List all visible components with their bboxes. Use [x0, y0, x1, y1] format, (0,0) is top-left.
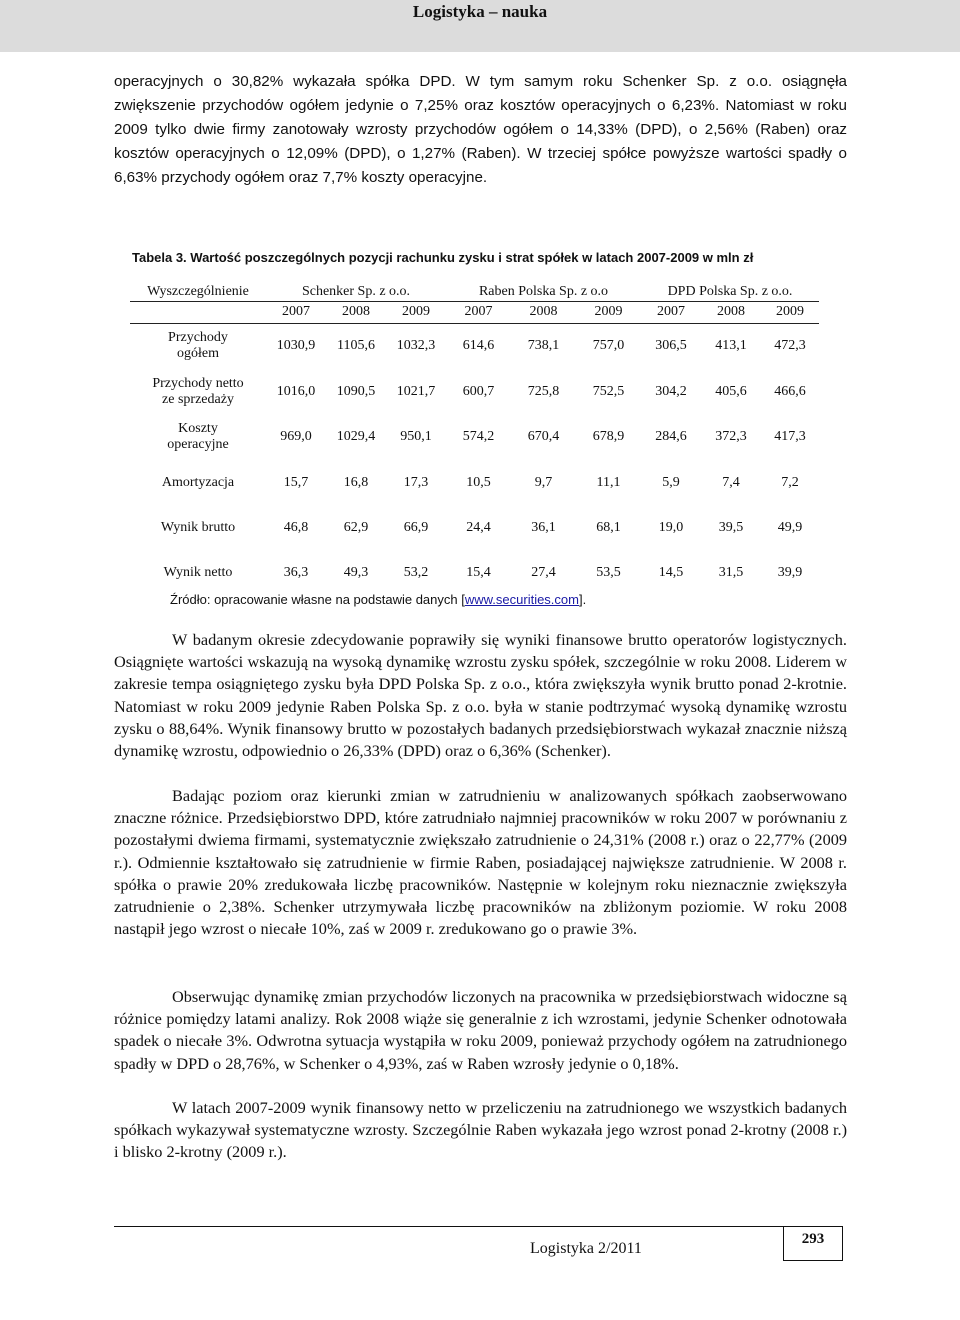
- cell: 7,4: [722, 474, 740, 490]
- cell: 17,3: [403, 474, 429, 490]
- table-corner-header: Wyszczególnienie: [147, 283, 249, 299]
- cell: 7,2: [781, 474, 799, 490]
- running-header: [0, 0, 960, 52]
- cell: 574,2: [462, 429, 495, 444]
- cell: 678,9: [592, 429, 625, 444]
- cell: 46,8: [283, 519, 309, 535]
- table-caption: Tabela 3. Wartość poszczególnych pozycji rachunku zysku i strat spółek w latach 2007-2009 w mln zł: [132, 250, 754, 265]
- cell: 950,1: [400, 429, 432, 444]
- paragraph-top: operacyjnych o 30,82% wykazała spółka DPD. W tym samym roku Schenker Sp. z o.o. osiągnęła zwiększenie przychodów ogółem jedynie o 7,25% oraz kosztów operacyjnych o 6,23%. Natomiast w roku 2009 tylko dwie firmy zanotowały wzrosty przychodów ogółem o 14,33% (DPD), o 2,56% (Raben) oraz kosztów operacyjnych o 12,09% (DPD), o 1,27% (Raben). W trzeciej spółce powyższe wartości spadły o 6,63% przychody ogółem oraz 7,7% koszty operacyjne.: [114, 73, 847, 186]
- cell: 15,7: [283, 474, 309, 490]
- company-header: Schenker Sp. z o.o.: [301, 283, 411, 299]
- company-header: DPD Polska Sp. z o.o.: [667, 283, 793, 299]
- year-header: 2008: [511, 301, 576, 323]
- cell: 19,0: [658, 519, 684, 535]
- table-row: [130, 414, 819, 460]
- row-label: Przychody ogółem: [130, 323, 266, 369]
- cell: 969,0: [280, 429, 312, 444]
- year-header: 2008: [701, 301, 761, 323]
- table-row: [130, 550, 819, 596]
- year-header: 2009: [761, 301, 819, 323]
- table-row: [130, 369, 819, 414]
- row-label: Wynik brutto: [160, 519, 236, 535]
- cell: 27,4: [531, 565, 556, 580]
- year-header: 2009: [576, 301, 641, 323]
- cell: 11,1: [596, 474, 621, 490]
- cell: 53,2: [403, 565, 429, 580]
- row-label: Przychody netto ze sprzedaży: [152, 375, 244, 407]
- cell: 36,3: [283, 565, 309, 580]
- year-header: 2007: [446, 301, 511, 323]
- year-header: 2008: [326, 301, 386, 323]
- cell: 417,3: [774, 429, 806, 444]
- source-link[interactable]: www.securities.com: [464, 592, 579, 607]
- table-row: [130, 323, 819, 369]
- cell: 413,1: [701, 323, 761, 369]
- cell: 62,9: [343, 519, 369, 535]
- header-title: Logistyka – nauka: [412, 2, 548, 21]
- table-row: [130, 505, 819, 550]
- cell: 1021,7: [396, 383, 436, 399]
- cell: 472,3: [761, 323, 819, 369]
- cell: 752,5: [592, 383, 625, 399]
- cell: 1105,6: [326, 323, 386, 369]
- paragraph-body-1: W badanym okresie zdecydowanie poprawiły się wyniki finansowe brutto operatorów logistycznych. Osiągnięte wartości wskazują na wysoką dynamikę wzrostu zysku spółek, szczególnie w roku 2008. Liderem w zakresie tempa osiągniętego zysku była DPD Polska Sp. z o.o., która zwiększyła wynik brutto ponad 2-krotnie. Natomiast w roku 2009 jedynie Raben Polska Sp. z o.o. była w stanie podtrzymać wysoką dynamikę wzrostu zysku o 88,64%. Wynik finansowy brutto w pozostałych badanych przedsiębiorstwach wykazał znacznie niższą dynamikę wzrostu, odpowiednio o 26,33% (DPD) oraz o 6,36% (Schenker).: [114, 630, 847, 761]
- cell: 304,2: [655, 383, 687, 399]
- source-suffix: ].: [578, 592, 587, 607]
- year-header: 2007: [641, 301, 701, 323]
- cell: 306,5: [641, 323, 701, 369]
- cell: 15,4: [466, 565, 491, 580]
- company-header: Raben Polska Sp. z o.o: [478, 283, 609, 299]
- footer-journal: Logistyka 2/2011: [530, 1240, 642, 1257]
- cell: 614,6: [446, 323, 511, 369]
- cell: 670,4: [527, 429, 560, 444]
- row-label: Wynik netto: [163, 565, 233, 580]
- cell: 372,3: [715, 429, 747, 444]
- cell: 738,1: [511, 323, 576, 369]
- year-header: 2007: [266, 301, 326, 323]
- footer-divider: [114, 1226, 842, 1227]
- paragraph-body-2: Badając poziom oraz kierunki zmian w zatrudnieniu w analizowanych spółkach zaobserwowano znaczne różnice. Przedsiębiorstwo DPD, które zatrudniało najmniej pracowników w roku 2007 w porównaniu z pozostałymi dwiema firmami, systematycznie zwiększało zatrudnienie o 24,31% (2008 r.) oraz o 22,77% (2009 r.). Odmiennie kształtowało się zatrudnienie w firmie Raben, posiadającej największe zatrudnienie. W 2008 r. spółka o prawie 20% zredukowała liczbę pracowników. Następnie w kolejnym roku nieznacznie zwiększyła zatrudnienie o 2,38%. Schenker utrzymywała liczbę pracowników na zbliżonym poziomie. W roku 2008 nastąpił jego wzrost o niecałe 10%, zaś w 2009 r. zredukowano go o prawie 3%.: [114, 786, 847, 939]
- cell: 600,7: [462, 383, 495, 399]
- year-header: 2009: [386, 301, 446, 323]
- cell: 39,5: [718, 519, 744, 535]
- page-number: 293: [783, 1226, 843, 1261]
- financial-table: [130, 283, 819, 596]
- table-source: [170, 592, 586, 607]
- cell: 16,8: [343, 474, 369, 490]
- cell: 1029,4: [336, 429, 376, 444]
- row-label: Amortyzacja: [161, 474, 235, 490]
- cell: 68,1: [596, 519, 621, 535]
- cell: 284,6: [655, 429, 687, 444]
- row-label: Koszty operacyjne: [167, 421, 229, 452]
- cell: 49,3: [343, 565, 369, 580]
- cell: 725,8: [527, 383, 560, 399]
- cell: 1090,5: [336, 383, 376, 399]
- cell: 466,6: [774, 383, 806, 399]
- cell: 757,0: [576, 323, 641, 369]
- cell: 49,9: [777, 519, 803, 535]
- cell: 14,5: [658, 565, 684, 580]
- table-row: [130, 460, 819, 505]
- paragraph-body-3: Obserwując dynamikę zmian przychodów liczonych na pracownika w przedsiębiorstwach widoczne są różnice pomiędzy latami analizy. Rok 2008 wiąże się generalnie z ich wzrostami, jedynie Schenker odnotowała spadek o niecałe 3%. Odwrotna sytuacja wystąpiła w roku 2009, ponieważ przychody ogółem na zatrudnionego spadły w DPD o 28,76%, w Schenker o 4,93%, zaś w Raben wzrosły jedynie o 0,18%.: [114, 987, 847, 1073]
- source-prefix: Źródło: opracowanie własne na podstawie danych [: [170, 592, 465, 607]
- cell: 1032,3: [386, 323, 446, 369]
- cell: 66,9: [403, 519, 429, 535]
- cell: 53,5: [596, 565, 621, 580]
- cell: 10,5: [466, 474, 491, 490]
- paragraph-body-4: W latach 2007-2009 wynik finansowy netto w przeliczeniu na zatrudnionego we wszystkich badanych spółkach wykazywał systematyczne wzrosty. Szczególnie Raben wykazała jego wzrost ponad 2-krotny (2008 r.) i blisko 2-krotny (2009 r.).: [114, 1098, 847, 1162]
- cell: 5,9: [662, 474, 680, 490]
- cell: 9,7: [534, 474, 553, 490]
- cell: 405,6: [715, 383, 747, 399]
- cell: 36,1: [531, 519, 556, 535]
- cell: 24,4: [466, 519, 491, 535]
- cell: 1030,9: [266, 323, 326, 369]
- cell: 39,9: [777, 565, 803, 580]
- cell: 1016,0: [276, 383, 316, 399]
- cell: 31,5: [718, 565, 744, 580]
